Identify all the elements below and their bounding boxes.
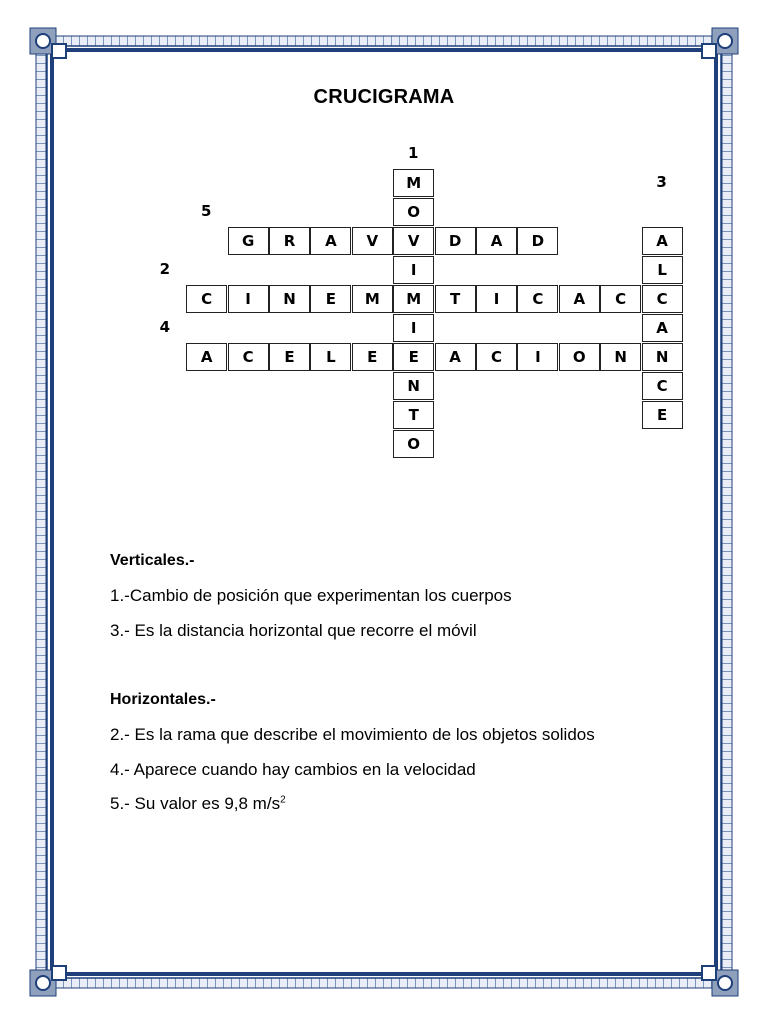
page-title: CRUCIGRAMA	[313, 86, 455, 108]
crossword-cell: D	[435, 227, 476, 255]
crossword-cell: R	[269, 227, 310, 255]
clue-horizontal-5-text: 5.- Su valor es 9,8 m/s	[110, 794, 281, 813]
clue-vertical-3: 3.- Es la distancia horizontal que recorre el móvil	[110, 621, 477, 640]
clue-number-2: 2	[159, 260, 171, 278]
crossword-cell: I	[228, 285, 269, 313]
crossword-cell: C	[186, 285, 227, 313]
clue-number-1: 1	[407, 144, 419, 162]
crossword-cell: C	[600, 285, 641, 313]
crossword-cell: C	[228, 343, 269, 371]
crossword-cell: N	[642, 343, 683, 371]
crossword-cell: L	[642, 256, 683, 284]
horizontales-heading: Horizontales.-	[110, 691, 216, 708]
crossword-cell: A	[476, 227, 517, 255]
verticales-heading: Verticales.-	[110, 552, 195, 569]
crossword-cell: I	[517, 343, 558, 371]
crossword-cell: L	[310, 343, 351, 371]
crossword-cell: V	[352, 227, 393, 255]
clue-number-3: 3	[656, 173, 667, 191]
crossword-cell: N	[393, 372, 434, 400]
crossword-cell: I	[393, 314, 434, 342]
crossword-cell: A	[642, 314, 683, 342]
crossword-cell: T	[435, 285, 476, 313]
crossword-cell: O	[393, 198, 434, 226]
crossword-grid	[0, 0, 768, 500]
crossword-cell: N	[600, 343, 641, 371]
crossword-cell: C	[476, 343, 517, 371]
crossword-cell: I	[393, 256, 434, 284]
crossword-cell: A	[559, 285, 600, 313]
crossword-cell: A	[642, 227, 683, 255]
crossword-cell: E	[642, 401, 683, 429]
crossword-cell: V	[393, 227, 434, 255]
clue-horizontal-5	[110, 794, 286, 814]
crossword-cell: N	[269, 285, 310, 313]
superscript-exponent: 2	[280, 794, 286, 806]
crossword-cell: O	[393, 430, 434, 458]
crossword-cell: C	[517, 285, 558, 313]
crossword-cell: A	[186, 343, 227, 371]
crossword-cell: M	[393, 285, 434, 313]
crossword-cell: A	[435, 343, 476, 371]
crossword-cell: E	[352, 343, 393, 371]
crossword-cell: O	[559, 343, 600, 371]
clue-number-4: 4	[159, 318, 171, 336]
crossword-cell: I	[476, 285, 517, 313]
clue-number-5: 5	[200, 202, 212, 220]
crossword-cell: E	[393, 343, 434, 371]
crossword-cell: E	[269, 343, 310, 371]
crossword-cell: T	[393, 401, 434, 429]
clue-horizontal-2: 2.- Es la rama que describe el movimiento de los objetos solidos	[110, 725, 595, 744]
crossword-cell: C	[642, 372, 683, 400]
crossword-cell: A	[310, 227, 351, 255]
crossword-cell: M	[393, 169, 434, 197]
crossword-cell: E	[310, 285, 351, 313]
clue-vertical-1: 1.-Cambio de posición que experimentan los cuerpos	[110, 586, 512, 605]
clue-horizontal-4: 4.- Aparece cuando hay cambios en la velocidad	[110, 760, 476, 779]
crossword-cell: G	[228, 227, 269, 255]
crossword-cell: D	[517, 227, 558, 255]
crossword-cell: C	[642, 285, 683, 313]
crossword-cell: M	[352, 285, 393, 313]
